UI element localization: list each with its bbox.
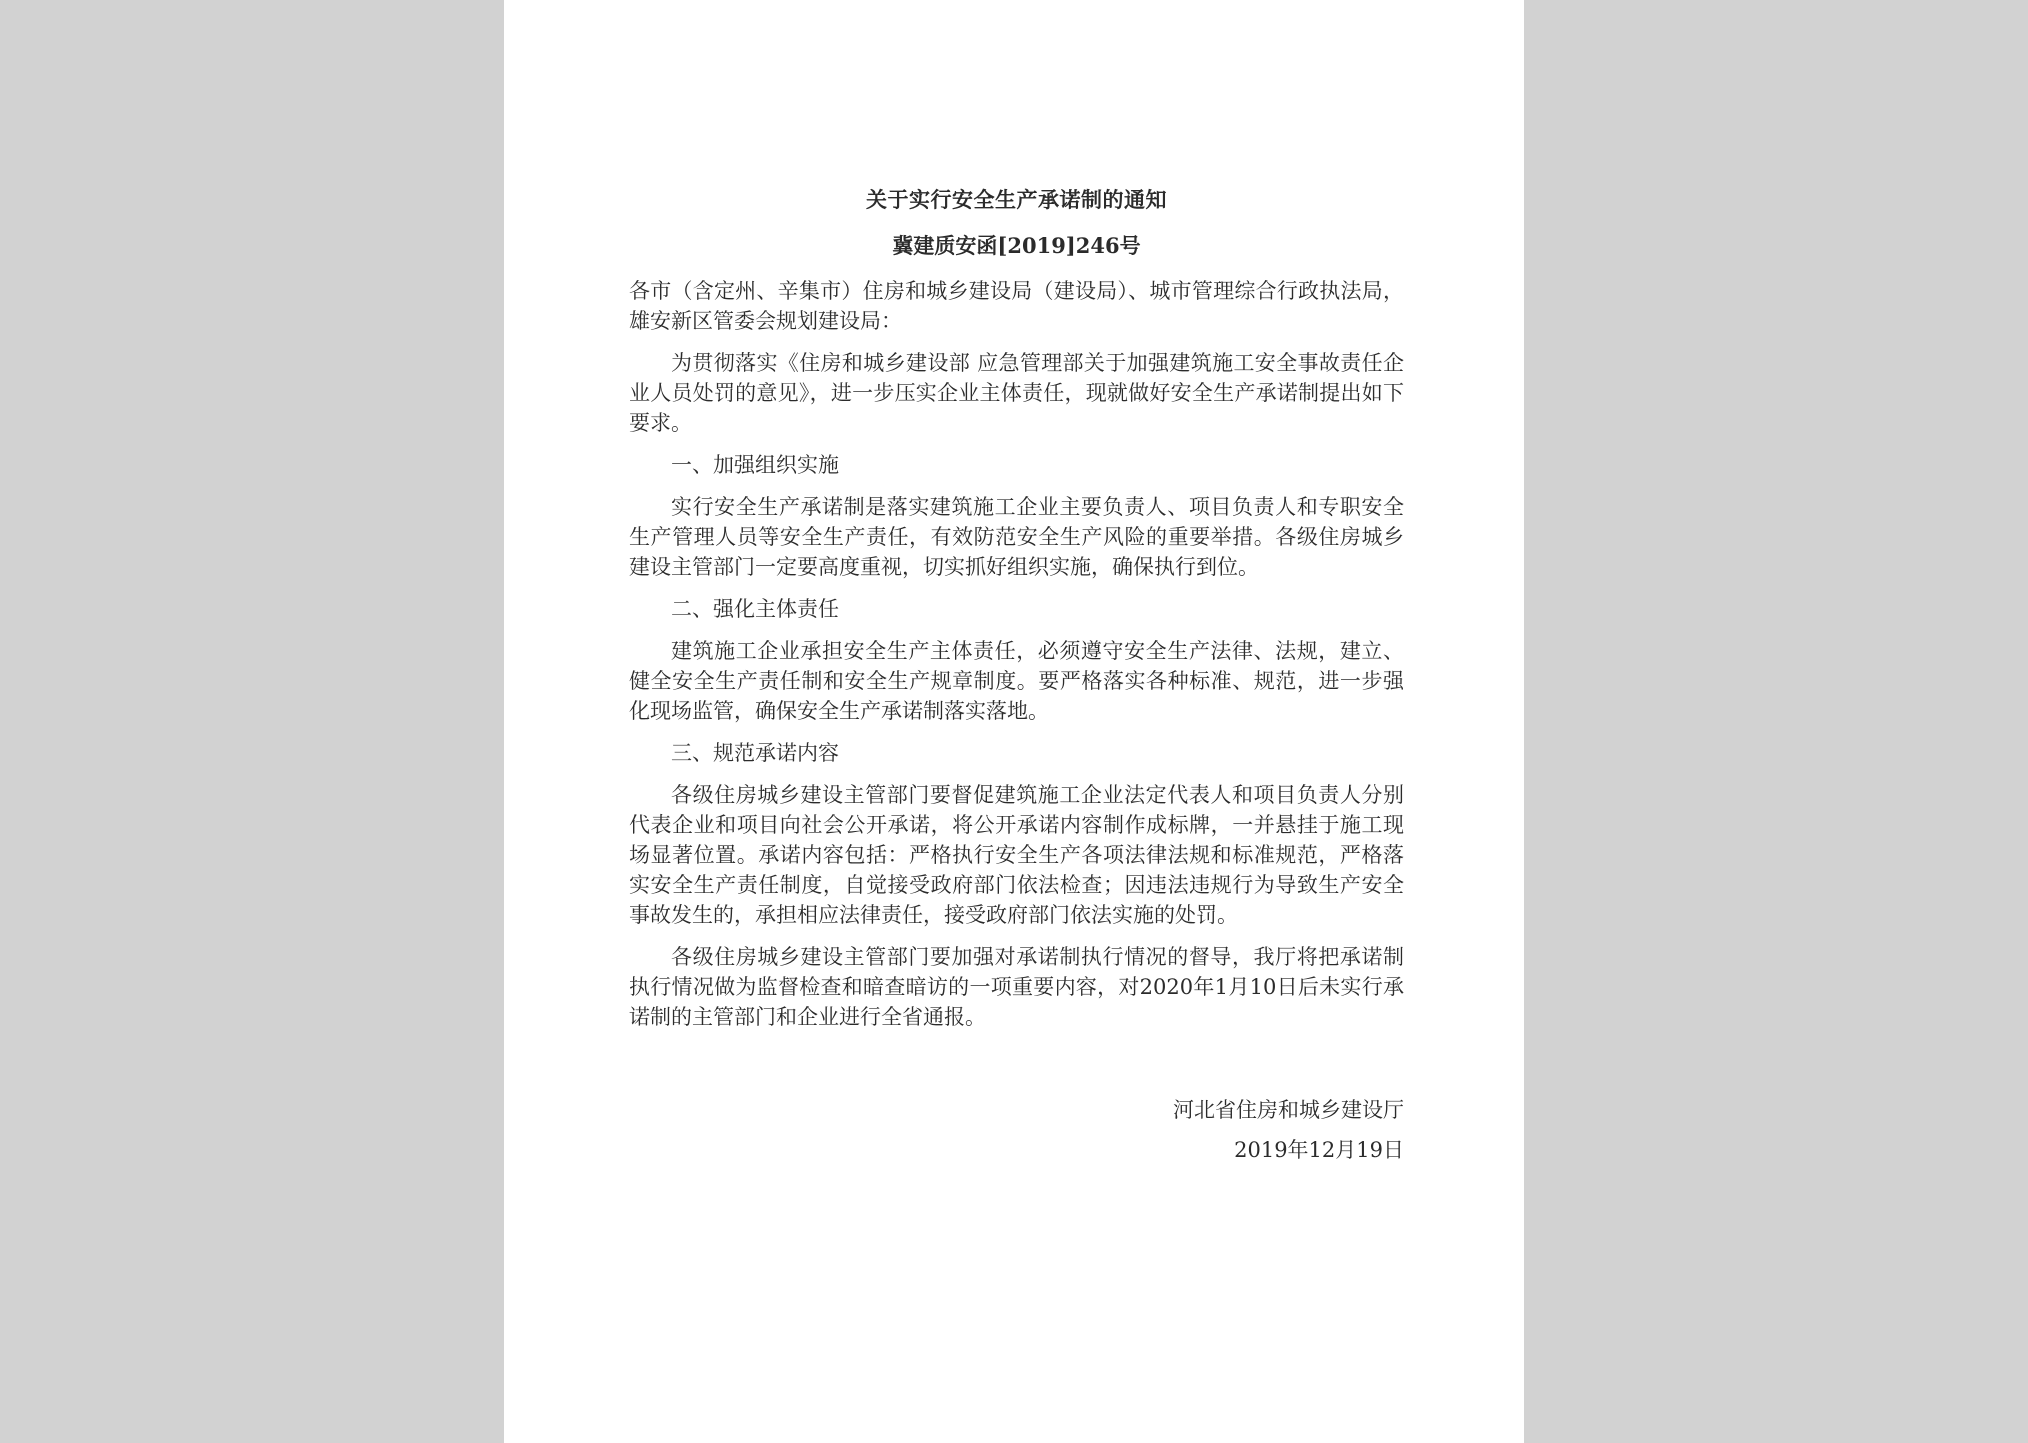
document-number: 冀建质安函[2019]246号 xyxy=(892,233,1141,258)
document-page xyxy=(504,0,1524,1443)
intro-paragraph: 为贯彻落实《住房和城乡建设部 应急管理部关于加强建筑施工安全事故责任企业人员处罚的意见》，进一步压实企业主体责任，现就做好安全生产承诺制提出如下要求。 xyxy=(629,351,1404,435)
section-body-1: 实行安全生产承诺制是落实建筑施工企业主要负责人、项目负责人和专职安全生产管理人员等安全生产责任，有效防范安全生产风险的重要举措。各级住房城乡建设主管部门一定要高度重视，切实抓好组织实施，确保执行到位。 xyxy=(629,495,1404,579)
section-body-2: 建筑施工企业承担安全生产主体责任，必须遵守安全生产法律、法规，建立、健全安全生产责任制和安全生产规章制度。要严格落实各种标准、规范，进一步强化现场监管，确保安全生产承诺制落实落地。 xyxy=(629,639,1404,723)
section-heading-2: 二、强化主体责任 xyxy=(671,597,839,621)
signature-block xyxy=(629,1090,1404,1170)
closing-paragraph: 各级住房城乡建设主管部门要加强对承诺制执行情况的督导，我厅将把承诺制执行情况做为监督检查和暗查暗访的一项重要内容，对2020年1月10日后未实行承诺制的主管部门和企业进行全省通报。 xyxy=(629,945,1404,1029)
document-title: 关于实行安全生产承诺制的通知 xyxy=(866,187,1167,212)
section-heading-3: 三、规范承诺内容 xyxy=(671,741,839,765)
document-content xyxy=(629,180,1404,1170)
issue-date: 2019年12月19日 xyxy=(1234,1138,1404,1162)
section-heading-1: 一、加强组织实施 xyxy=(671,453,839,477)
addressee: 各市（含定州、辛集市）住房和城乡建设局（建设局）、城市管理综合行政执法局，雄安新区管委会规划建设局： xyxy=(629,279,1404,333)
issuer-name: 河北省住房和城乡建设厅 xyxy=(1173,1098,1404,1122)
section-body-3: 各级住房城乡建设主管部门要督促建筑施工企业法定代表人和项目负责人分别代表企业和项目向社会公开承诺，将公开承诺内容制作成标牌，一并悬挂于施工现场显著位置。承诺内容包括：严格执行安全生产各项法律法规和标准规范，严格落实安全生产责任制度，自觉接受政府部门依法检查；因违法违规行为导致生产安全事故发生的，承担相应法律责任，接受政府部门依法实施的处罚。 xyxy=(629,783,1404,927)
